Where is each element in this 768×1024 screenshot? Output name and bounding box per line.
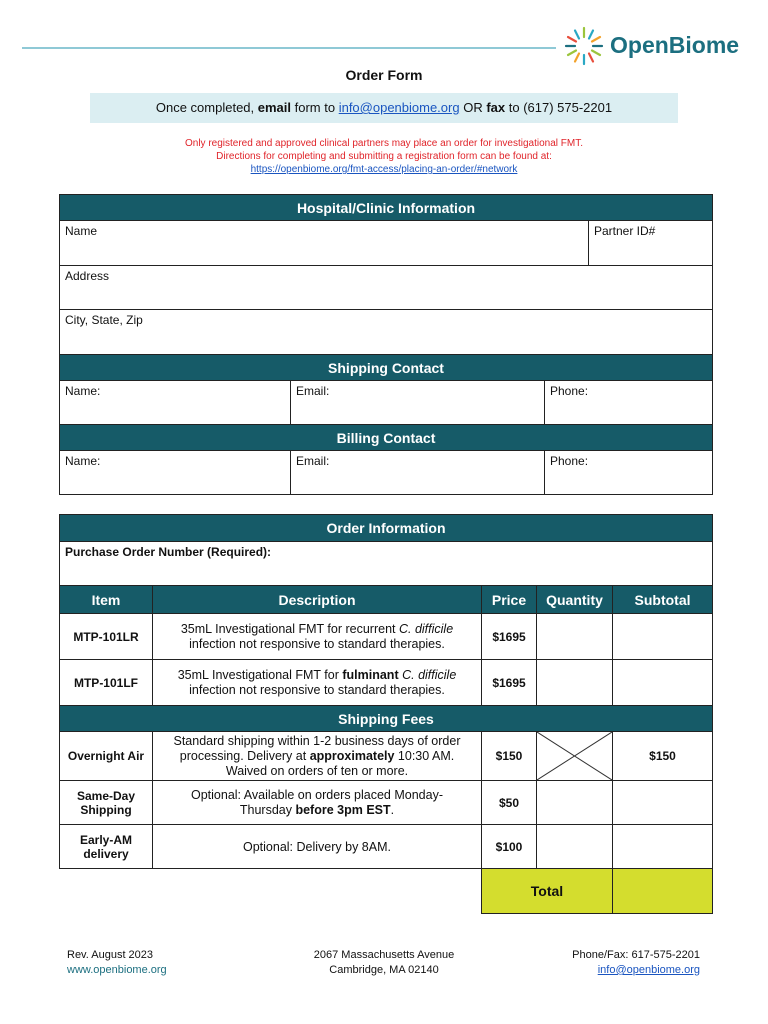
contact-table: [59, 194, 713, 495]
submission-banner: [90, 93, 678, 123]
footer-left: [67, 948, 167, 978]
fee-item: Early-AM delivery: [60, 825, 153, 869]
desc-species: C. difficile: [402, 667, 457, 682]
banner-email-word: email: [257, 100, 292, 115]
billing-name-field[interactable]: [60, 451, 291, 495]
billing-email-label: Email:: [296, 454, 330, 468]
order-heading: Order Information: [60, 515, 713, 542]
order-table: [59, 514, 713, 914]
quantity-input[interactable]: [537, 614, 613, 660]
item-price: $1695: [482, 614, 537, 660]
col-quantity: Quantity: [537, 586, 613, 614]
col-description: Description: [153, 586, 482, 614]
item-description: [153, 660, 482, 706]
hospital-heading: Hospital/Clinic Information: [60, 195, 713, 221]
fee-subtotal: $150: [613, 732, 713, 781]
quantity-not-applicable: [537, 732, 613, 781]
subtotal-cell[interactable]: [613, 660, 713, 706]
shipping-name-label: Name:: [65, 384, 101, 398]
registration-notice: [80, 137, 688, 176]
city-state-zip-label: City, State, Zip: [65, 313, 143, 327]
address-line-1: 2067 Massachusetts Avenue: [313, 949, 455, 961]
billing-name-label: Name:: [65, 454, 101, 468]
hospital-name-label: Name: [65, 224, 98, 238]
table-row: [60, 614, 713, 660]
fee-price: $150: [482, 732, 537, 781]
banner-text-1: Once completed,: [155, 100, 258, 115]
logo-text: OpenBiome: [610, 32, 740, 58]
address-line-2: Cambridge, MA 02140: [329, 964, 439, 976]
col-item: Item: [60, 586, 153, 614]
billing-phone-label: Phone:: [550, 454, 589, 468]
footer-right: [520, 948, 700, 978]
subtotal-cell[interactable]: [613, 781, 713, 825]
shipping-email-field[interactable]: [291, 381, 545, 425]
total-label: Total: [482, 869, 613, 914]
desc-text: Optional: Available on orders placed Monday-Thursday: [190, 787, 443, 817]
banner-fax-number: (617) 575-2201: [523, 100, 613, 115]
desc-text: .: [390, 802, 395, 817]
shipping-phone-field[interactable]: [545, 381, 713, 425]
quantity-input[interactable]: [537, 660, 613, 706]
cross-out-icon: [537, 732, 612, 780]
website-link[interactable]: www.openbiome.org: [67, 964, 167, 976]
address-label: Address: [65, 269, 110, 283]
revision-date: Rev. August 2023: [67, 949, 154, 961]
openbiome-logo: [560, 26, 750, 66]
item-description: [153, 614, 482, 660]
subtotal-cell[interactable]: [613, 614, 713, 660]
banner-text-4: to: [505, 100, 524, 115]
banner-text-2: form to: [291, 100, 339, 115]
table-row: [60, 825, 713, 869]
fee-description: [153, 825, 482, 869]
spacer: [60, 869, 482, 914]
billing-phone-field[interactable]: [545, 451, 713, 495]
desc-bold: before 3pm EST: [295, 802, 391, 817]
col-subtotal: Subtotal: [613, 586, 713, 614]
fee-item: Overnight Air: [60, 732, 153, 781]
subtotal-cell[interactable]: [613, 825, 713, 869]
desc-text: 35mL Investigational FMT for recurrent: [180, 621, 399, 636]
po-number-field[interactable]: [60, 542, 713, 586]
col-price: Price: [482, 586, 537, 614]
footer-center: [284, 948, 484, 978]
shipping-contact-heading: Shipping Contact: [60, 355, 713, 381]
sunburst-logo-icon: [562, 24, 606, 68]
page-title: Order Form: [345, 67, 423, 83]
phone-fax: Phone/Fax: 617-575-2201: [572, 949, 700, 961]
fee-price: $100: [482, 825, 537, 869]
banner-email-link[interactable]: info@openbiome.org: [338, 100, 460, 115]
quantity-input[interactable]: [537, 825, 613, 869]
header-rule: [22, 47, 556, 49]
desc-text: infection not responsive to standard therapies.: [189, 682, 445, 697]
banner-text-3: OR: [459, 100, 487, 115]
fee-description: [153, 781, 482, 825]
notice-line-2: Directions for completing and submitting a registration form can be found at:: [216, 151, 552, 162]
quantity-input[interactable]: [537, 781, 613, 825]
footer-email-link[interactable]: info@openbiome.org: [597, 964, 700, 976]
shipping-phone-label: Phone:: [550, 384, 589, 398]
billing-email-field[interactable]: [291, 451, 545, 495]
item-code: MTP-101LF: [60, 660, 153, 706]
billing-contact-heading: Billing Contact: [60, 425, 713, 451]
fee-description: [153, 732, 482, 781]
desc-species: C. difficile: [398, 621, 454, 636]
desc-bold: fulminant: [342, 667, 399, 682]
desc-text: 10:30 AM. Waived on orders of ten or more.: [225, 748, 455, 778]
desc-text: Standard shipping within 1-2 business days of order processing. Delivery at: [173, 733, 461, 763]
desc-text: infection not responsive to standard therapies.: [189, 636, 445, 651]
notice-line-1: Only registered and approved clinical partners may place an order for investigational FMT.: [185, 138, 583, 149]
fee-price: $50: [482, 781, 537, 825]
item-price: $1695: [482, 660, 537, 706]
registration-link[interactable]: https://openbiome.org/fmt-access/placing-an-order/#network: [250, 164, 518, 175]
banner-fax-word: fax: [486, 100, 506, 115]
desc-bold: approximately: [309, 748, 395, 763]
item-code: MTP-101LR: [60, 614, 153, 660]
table-row: [60, 781, 713, 825]
po-number-label: Purchase Order Number (Required):: [65, 545, 272, 559]
address-field[interactable]: [60, 266, 713, 310]
total-value-cell[interactable]: [613, 869, 713, 914]
hospital-name-field[interactable]: [60, 221, 589, 266]
partner-id-field[interactable]: [589, 221, 713, 266]
desc-text: 35mL Investigational FMT for: [177, 667, 343, 682]
fee-item: Same-Day Shipping: [60, 781, 153, 825]
partner-id-label: Partner ID#: [594, 224, 656, 238]
shipping-fees-heading: Shipping Fees: [60, 706, 713, 732]
city-state-zip-field[interactable]: [60, 310, 713, 355]
table-row: [60, 660, 713, 706]
table-row: [60, 732, 713, 781]
shipping-name-field[interactable]: [60, 381, 291, 425]
desc-text: Optional: Delivery by 8AM.: [243, 839, 391, 854]
shipping-email-label: Email:: [296, 384, 330, 398]
